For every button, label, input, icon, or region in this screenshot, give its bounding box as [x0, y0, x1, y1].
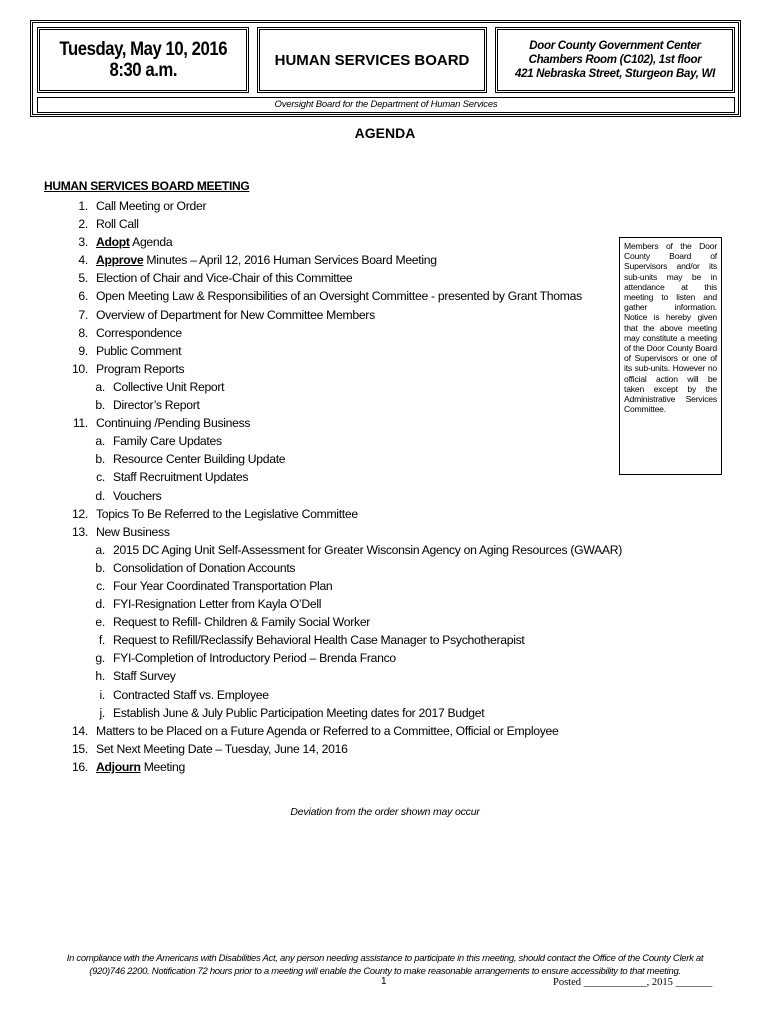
- agenda-item: [44, 722, 644, 740]
- agenda-item-text: [113, 450, 285, 468]
- agenda-item-label: Director’s Report: [113, 398, 200, 413]
- agenda-item-label: Collective Unit Report: [113, 379, 225, 394]
- agenda-item-text: [96, 360, 184, 378]
- agenda-item-label: Election of Chair and Vice-Chair of this Committee: [96, 271, 353, 286]
- agenda-item-text: [96, 740, 348, 758]
- agenda-item-number: j.: [99, 705, 105, 720]
- agenda-item-label: Staff Recruitment Updates: [113, 470, 249, 485]
- agenda-item-label: Call Meeting or Order: [96, 199, 207, 213]
- agenda-item-number: e.: [95, 615, 105, 630]
- agenda-item-text: [113, 541, 622, 559]
- deviation-note: Deviation from the order shown may occur: [290, 806, 480, 818]
- agenda-item-label: Correspondence: [96, 325, 182, 340]
- agenda-item-label: Staff Survey: [113, 669, 176, 684]
- agenda-item-text: [113, 378, 224, 396]
- location-line-1: Door County Government Center: [529, 40, 701, 52]
- agenda-subitem: [44, 613, 644, 631]
- agenda-item-number: 3.: [78, 235, 88, 250]
- agenda-item-label: Topics To Be Referred to the Legislative Committee: [96, 506, 358, 521]
- agenda-item-label: Vouchers: [113, 488, 162, 503]
- agenda-item-label: Continuing /Pending Business: [96, 416, 251, 431]
- agenda-item-number: b.: [95, 560, 105, 575]
- agenda-item-text: [113, 487, 161, 505]
- agenda-item-label: Program Reports: [96, 361, 185, 376]
- agenda-item: [44, 342, 644, 360]
- agenda-item-text: [113, 559, 295, 577]
- agenda-subitem: [44, 649, 644, 667]
- agenda-subitem: [44, 432, 644, 450]
- agenda-item-text: [113, 577, 332, 595]
- agenda-item-number: a.: [95, 379, 105, 394]
- agenda-item-text: [96, 523, 170, 541]
- agenda-item-text: [96, 758, 185, 776]
- agenda-item-number: 4.: [78, 253, 88, 268]
- agenda-item: [44, 505, 644, 523]
- board-name-box: [257, 27, 487, 93]
- agenda-item: [44, 758, 644, 776]
- agenda-item-number: g.: [95, 651, 105, 666]
- agenda-item-number: 15.: [71, 741, 88, 756]
- agenda-item-text: [96, 251, 437, 269]
- page-number: 1: [381, 976, 387, 987]
- agenda-action-word: Adopt: [96, 235, 130, 250]
- supervisors-notice: Members of the Door County Board of Supervisors and/or its sub-units may be in attendance at this meeting to listen and gather information. Notice is hereby given that the above meeting may constitute a meeting of the Door County Board of Supervisors or one of its sub-units. However no official action will be taken except by the Administrative Services Committee.: [619, 237, 722, 475]
- agenda-item-text: [113, 396, 200, 414]
- agenda-item: [44, 360, 644, 378]
- agenda-item: [44, 197, 644, 215]
- agenda-item: [44, 740, 644, 758]
- agenda-item-label: Agenda: [129, 235, 173, 250]
- agenda-subitem: [44, 631, 644, 649]
- agenda-subitem: [44, 450, 644, 468]
- agenda-item-text: [113, 432, 222, 450]
- agenda-subitem: [44, 667, 644, 685]
- header-box: [30, 20, 741, 117]
- agenda-item-text: [113, 686, 269, 704]
- agenda-item-text: [113, 649, 396, 667]
- agenda-item-text: [113, 631, 525, 649]
- agenda-subitem: [44, 487, 644, 505]
- agenda-action-word: Adjourn: [96, 759, 141, 774]
- agenda-item-label: Family Care Updates: [113, 434, 222, 449]
- agenda-item: [44, 215, 644, 233]
- agenda-subitem: [44, 541, 644, 559]
- agenda-item-text: [96, 233, 172, 251]
- agenda-subitem: [44, 396, 644, 414]
- agenda-item-label: Set Next Meeting Date – Tuesday, June 14, 2016: [96, 741, 348, 756]
- agenda-item-text: [96, 197, 206, 215]
- agenda-item-label: Matters to be Placed on a Future Agenda or Referred to a Committee, Official or Employee: [96, 723, 559, 738]
- agenda-item-label: Four Year Coordinated Transportation Plan: [113, 578, 333, 593]
- agenda-item-label: Resource Center Building Update: [113, 452, 286, 467]
- agenda-item: [44, 269, 644, 287]
- agenda-item-number: 12.: [71, 506, 88, 521]
- agenda-item-text: [96, 215, 139, 233]
- agenda-item-label: FYI-Resignation Letter from Kayla O’Dell: [113, 597, 322, 612]
- agenda-item-text: [96, 287, 582, 305]
- agenda-item-number: 11.: [72, 416, 88, 431]
- agenda-item-label: Consolidation of Donation Accounts: [113, 560, 296, 575]
- agenda-item-number: 14.: [71, 723, 88, 738]
- agenda-item-label: Establish June & July Public Participation Meeting dates for 2017 Budget: [113, 705, 485, 720]
- agenda-item-number: d.: [95, 597, 105, 612]
- agenda-subitem: [44, 704, 644, 722]
- agenda-item-number: 5.: [78, 271, 88, 286]
- agenda-item-number: 9.: [78, 343, 88, 358]
- agenda-item-label: Public Comment: [96, 343, 182, 358]
- agenda-item-number: 1.: [78, 199, 88, 213]
- agenda-item-text: [96, 414, 250, 432]
- agenda-item-text: [113, 704, 484, 722]
- agenda-item-label: Request to Refill/Reclassify Behavioral Health Case Manager to Psychotherapist: [113, 633, 525, 648]
- agenda-item-label: Contracted Staff vs. Employee: [113, 687, 269, 702]
- agenda-item: [44, 306, 644, 324]
- posted-line: Posted ____________, 2015 _______: [553, 977, 713, 988]
- agenda-item-text: [113, 595, 321, 613]
- agenda-item-label: Open Meeting Law & Responsibilities of an Oversight Committee - presented by Grant Thomas: [96, 289, 582, 304]
- agenda-subitem: [44, 595, 644, 613]
- agenda-item-number: b.: [95, 452, 105, 467]
- agenda-item-number: c.: [96, 578, 105, 593]
- location-line-3: 421 Nebraska Street, Sturgeon Bay, WI: [514, 68, 716, 80]
- location-line-2: Chambers Room (C102), 1st floor: [528, 54, 702, 66]
- agenda-item-text: [113, 468, 248, 486]
- compliance-line-1: In compliance with the Americans with Disabilities Act, any person needing assistance to participate in this meeting, should contact the Office of the County Clerk at: [66, 953, 704, 964]
- agenda-item: [44, 324, 644, 342]
- agenda-item: [44, 233, 644, 251]
- agenda-item-number: 2.: [78, 217, 88, 232]
- agenda-item-number: c.: [96, 470, 105, 485]
- agenda-item-number: i.: [99, 687, 105, 702]
- agenda-item-number: b.: [95, 398, 105, 413]
- section-heading: HUMAN SERVICES BOARD MEETING: [44, 179, 250, 193]
- agenda-item-number: 10.: [71, 361, 88, 376]
- agenda-item-text: [96, 342, 181, 360]
- meeting-date-box: [37, 27, 249, 93]
- agenda-item-label: Roll Call: [96, 217, 139, 232]
- agenda-item-text: [96, 505, 358, 523]
- meeting-date: Tuesday, May 10, 2016: [59, 39, 227, 60]
- agenda-item-number: 13.: [71, 524, 88, 539]
- agenda-item: [44, 414, 644, 432]
- agenda-item-number: 7.: [78, 307, 88, 322]
- meeting-time: 8:30 a.m.: [109, 60, 177, 81]
- agenda-subitem: [44, 686, 644, 704]
- agenda-item-text: [96, 722, 558, 740]
- agenda-item-number: a.: [95, 434, 105, 449]
- agenda-item-text: [113, 613, 370, 631]
- agenda-item-text: [96, 324, 182, 342]
- agenda-item-text: [96, 306, 375, 324]
- agenda-item: [44, 523, 644, 541]
- ada-compliance-notice: [40, 952, 730, 978]
- agenda-item-label: Request to Refill- Children & Family Social Worker: [113, 615, 371, 630]
- agenda-item-number: a.: [95, 542, 105, 557]
- agenda-item-text: [113, 667, 176, 685]
- agenda-item-number: 8.: [78, 325, 88, 340]
- agenda-subitem: [44, 378, 644, 396]
- oversight-caption: Oversight Board for the Department of Human Services: [37, 97, 735, 113]
- board-name: HUMAN SERVICES BOARD: [274, 51, 470, 69]
- agenda-item-label: Overview of Department for New Committee Members: [96, 307, 375, 322]
- agenda-item-label: 2015 DC Aging Unit Self-Assessment for Greater Wisconsin Agency on Aging Resources (GWAAR): [113, 542, 623, 557]
- agenda-item-text: [96, 269, 352, 287]
- agenda-item-number: d.: [95, 488, 105, 503]
- agenda-item: [44, 287, 644, 305]
- agenda-item-number: 16.: [71, 759, 88, 774]
- compliance-line-2: (920)746 2200. Notification 72 hours prior to a meeting will enable the County to make reasonable arrangements to ensure accessibility to that meeting.: [89, 966, 681, 977]
- agenda-item-label: Meeting: [140, 759, 185, 774]
- agenda-subitem: [44, 577, 644, 595]
- agenda-subitem: [44, 559, 644, 577]
- location-box: [495, 27, 735, 93]
- agenda-item-label: Minutes – April 12, 2016 Human Services Board Meeting: [143, 253, 437, 268]
- agenda-subitem: [44, 468, 644, 486]
- agenda-item-number: 6.: [78, 289, 88, 304]
- agenda-item-label: FYI-Completion of Introductory Period – Brenda Franco: [113, 651, 396, 666]
- agenda-title: AGENDA: [354, 125, 416, 141]
- agenda-list: [44, 197, 644, 776]
- agenda-action-word: Approve: [96, 253, 144, 268]
- agenda-item: [44, 251, 644, 269]
- agenda-item-number: h.: [95, 669, 105, 684]
- agenda-item-number: f.: [98, 633, 105, 648]
- agenda-item-label: New Business: [96, 524, 170, 539]
